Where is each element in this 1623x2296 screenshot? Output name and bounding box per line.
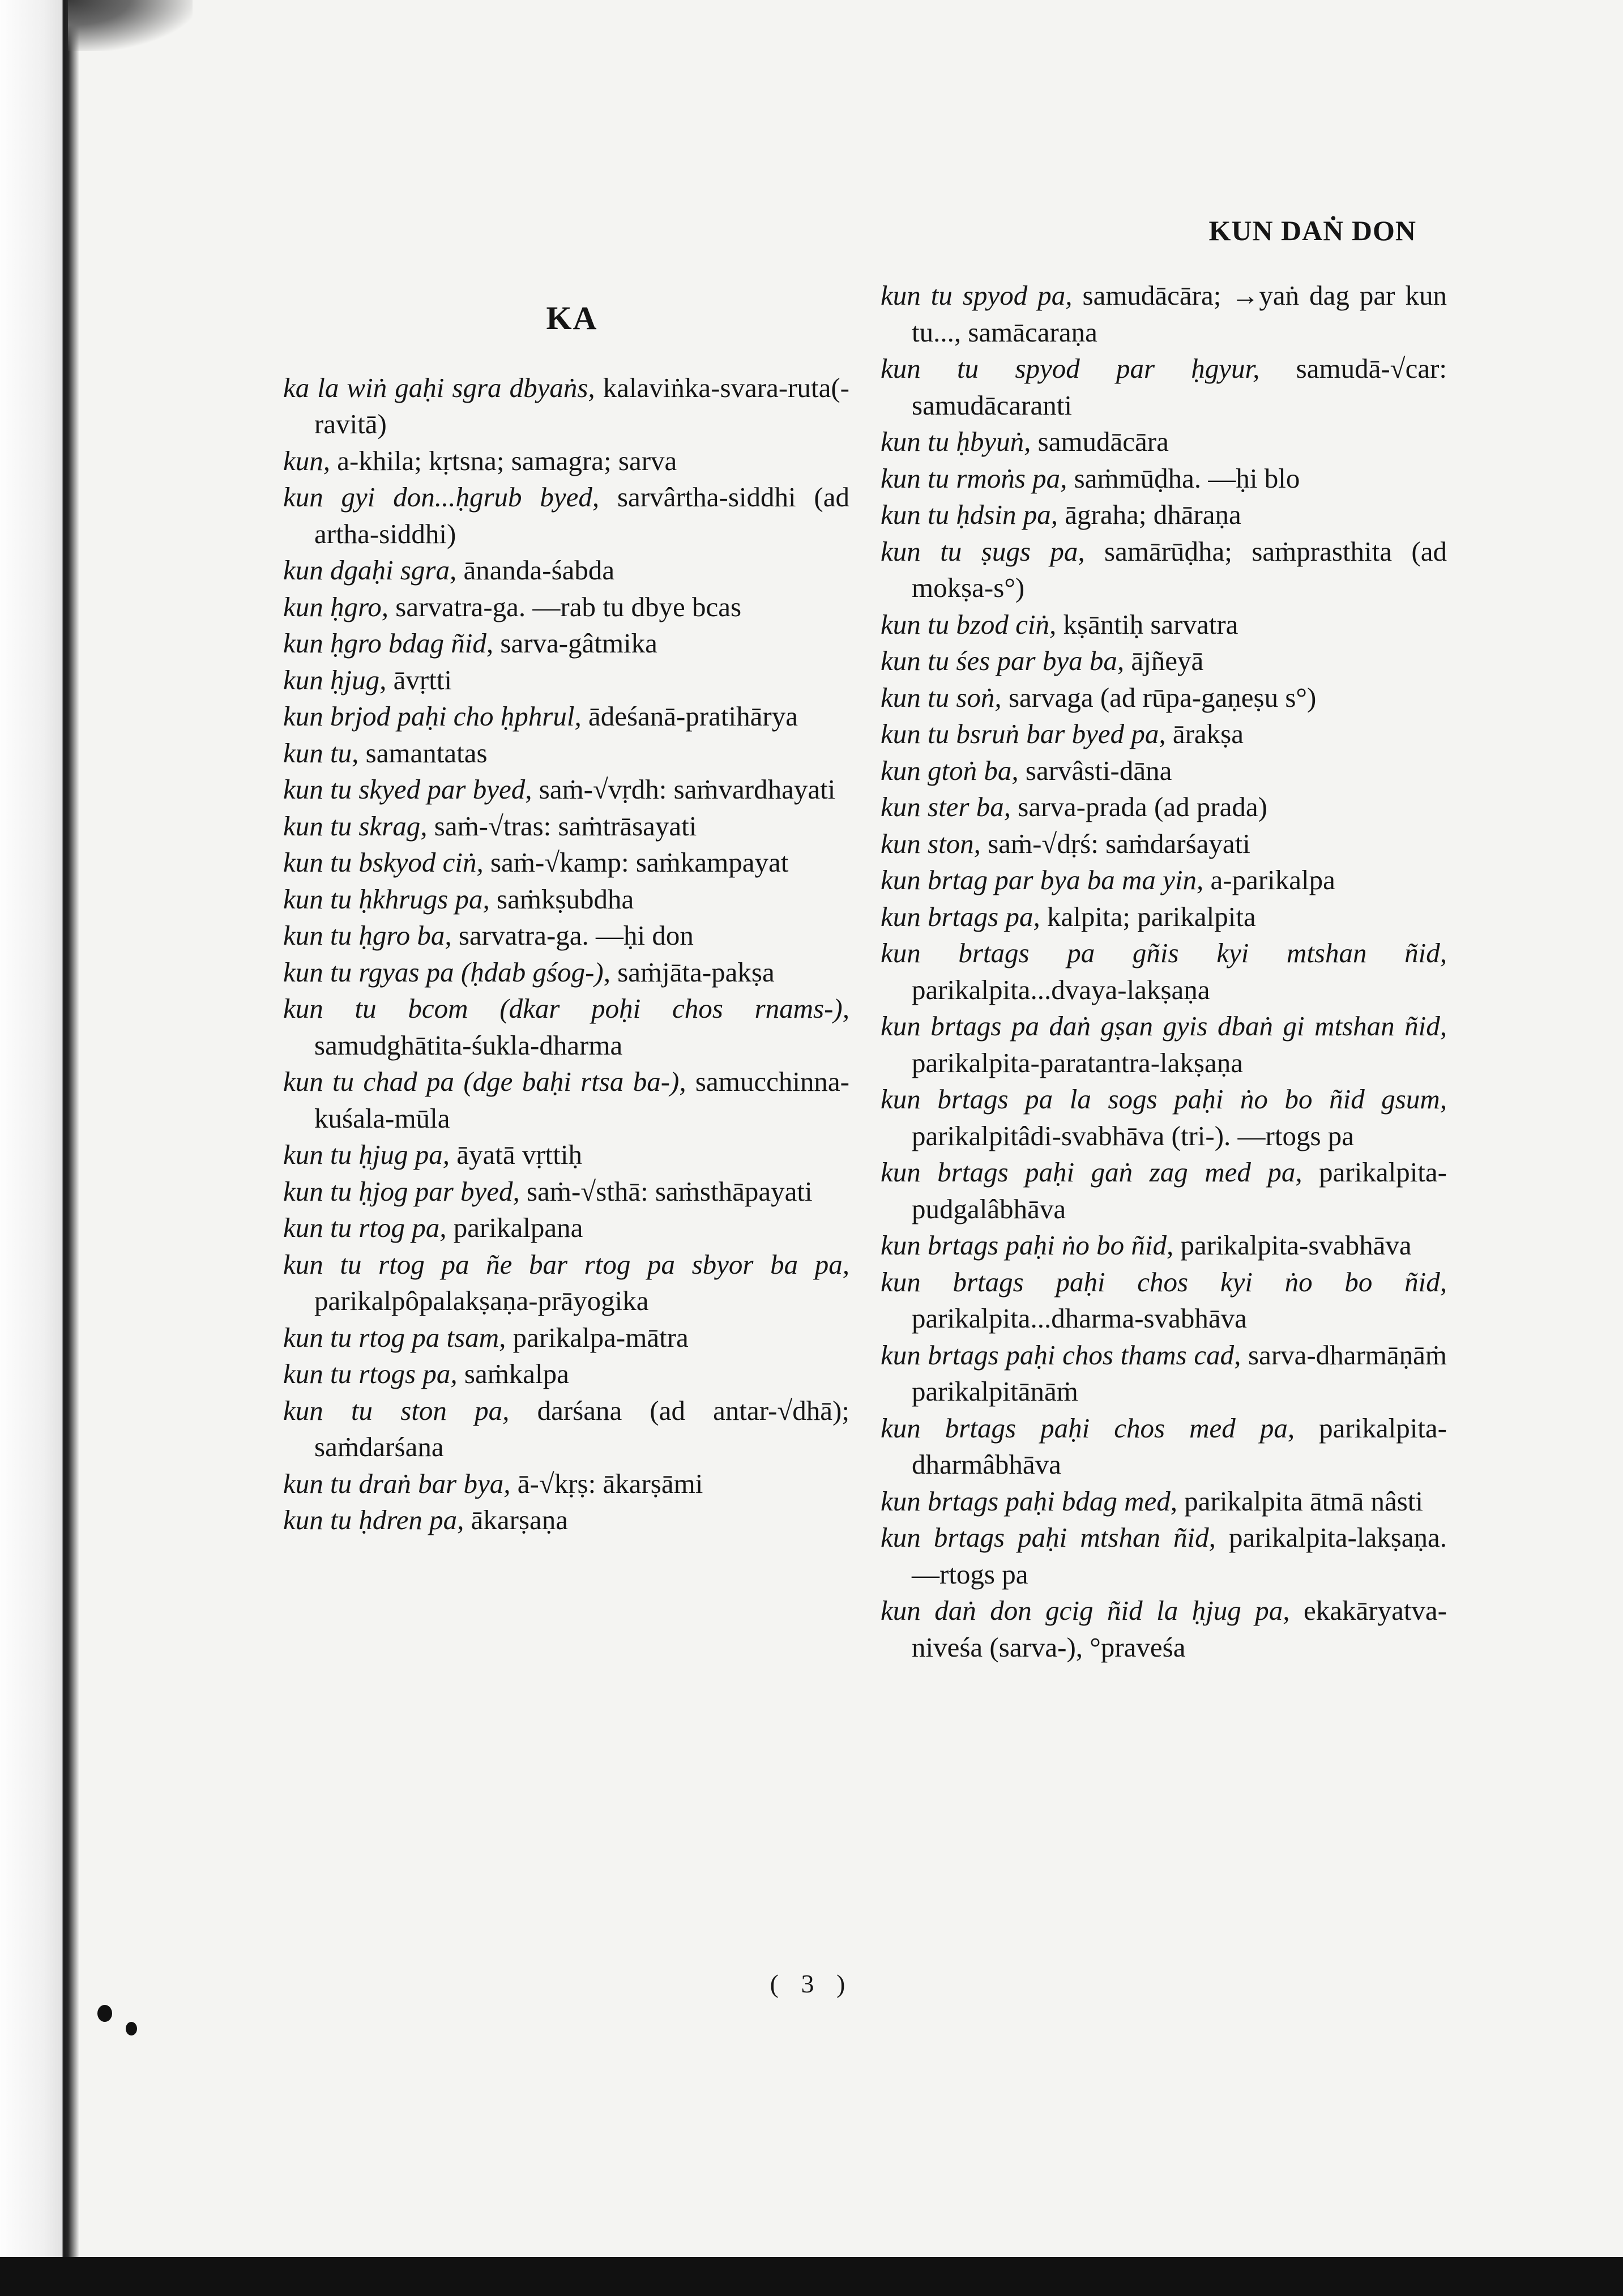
sanskrit-equivalent: ārakṣa (1165, 718, 1244, 749)
tibetan-headword: kun, (283, 445, 330, 476)
sanskrit-equivalent: parikalpôpalakṣaṇa-prāyogika (314, 1285, 649, 1316)
dictionary-entry (881, 607, 1447, 643)
dictionary-entry (881, 1008, 1447, 1081)
tibetan-headword: kun tu rtog pa, (283, 1212, 447, 1243)
dictionary-entry (881, 643, 1447, 680)
scan-bottom-border (0, 2257, 1623, 2296)
dictionary-entry (881, 1264, 1447, 1337)
dictionary-entry (881, 1520, 1447, 1593)
sanskrit-equivalent: parikalpita-dharmâbhāva (912, 1412, 1447, 1480)
dictionary-entry (283, 589, 849, 626)
sanskrit-equivalent: parikalpita-paratantra-lakṣaṇa (912, 1047, 1243, 1078)
dictionary-entry (283, 1502, 849, 1539)
dictionary-entry (283, 1393, 849, 1466)
dictionary-entry (283, 1466, 849, 1503)
dictionary-entry (881, 899, 1447, 936)
dictionary-entry (881, 716, 1447, 753)
tibetan-headword: kun ḥgro, (283, 591, 388, 622)
dictionary-entry (881, 1410, 1447, 1483)
tibetan-headword: kun brtags pa, (881, 901, 1040, 932)
tibetan-headword: kun tu rtog pa tsam, (283, 1321, 506, 1353)
sanskrit-equivalent: saṁjāta-pakṣa (610, 956, 775, 988)
right-column (881, 278, 1447, 1666)
dictionary-entry (283, 1064, 849, 1137)
sanskrit-equivalent: saṁmūḍha. —ḥi blo (1067, 462, 1300, 494)
dictionary-entry (283, 844, 849, 881)
tibetan-headword: kun tu rmoṅs pa, (881, 462, 1067, 494)
punch-hole-mark (126, 2022, 137, 2035)
dictionary-entry (881, 497, 1447, 534)
sanskrit-equivalent: sarvatra-ga. —rab tu dbye bcas (388, 591, 742, 622)
tibetan-headword: kun brtags paḥi chos thams cad, (881, 1339, 1241, 1371)
dictionary-entry (283, 1320, 849, 1356)
dictionary-entry (283, 1210, 849, 1247)
dictionary-entry (881, 460, 1447, 497)
sanskrit-equivalent: parikalpita...dharma-svabhāva (912, 1303, 1247, 1334)
dictionary-entry (881, 789, 1447, 826)
sanskrit-equivalent: samudācāra (1031, 426, 1169, 457)
dictionary-entry (881, 534, 1447, 607)
sanskrit-equivalent: āvṛtti (386, 664, 452, 695)
tibetan-headword: kun tu rgyas pa (ḥdab gśog-), (283, 956, 610, 988)
right-entry-list (881, 278, 1447, 1666)
dictionary-entry (283, 881, 849, 918)
page-number: ( 3 ) (770, 1969, 853, 1998)
tibetan-headword: kun tu ḥdsin pa, (881, 499, 1058, 530)
dictionary-entry (283, 370, 849, 443)
tibetan-headword: kun gyi don...ḥgrub byed, (283, 481, 600, 513)
tibetan-headword: kun brtags pa la sogs paḥi ṅo bo ñid gsum, (881, 1083, 1447, 1115)
sanskrit-equivalent: sarva-prada (ad prada) (1011, 791, 1267, 822)
tibetan-headword: kun tu bskyod ciṅ, (283, 847, 484, 878)
running-header: KUN DAṄ DON (1208, 215, 1416, 246)
sanskrit-equivalent: saṁkalpa (457, 1358, 569, 1389)
sanskrit-equivalent: parikalpita-lakṣaṇa. —rtogs pa (912, 1522, 1447, 1590)
scan-left-border (0, 0, 79, 2296)
tibetan-headword: kun tu bsruṅ bar byed pa, (881, 718, 1166, 749)
tibetan-headword: kun brtag par bya ba ma yin, (881, 864, 1204, 895)
sanskrit-equivalent: āgraha; dhāraṇa (1058, 499, 1241, 530)
dictionary-entry (283, 1247, 849, 1320)
tibetan-headword: kun brtags pa gñis kyi mtshan ñid, (881, 937, 1447, 968)
sanskrit-equivalent: saṁ-√sthā: saṁsthāpayati (519, 1175, 813, 1207)
sanskrit-equivalent: a-khila; kṛtsna; samagra; sarva (330, 445, 677, 476)
tibetan-headword: kun tu skrag, (283, 810, 428, 842)
sanskrit-equivalent: samudā-√car: samudācaranti (912, 353, 1447, 421)
tibetan-headword: kun ston, (881, 827, 981, 859)
tibetan-headword: kun tu soṅ, (881, 681, 1002, 713)
sanskrit-equivalent: āyatā vṛttiḥ (449, 1139, 583, 1170)
tibetan-headword: kun brtags paḥi ṅo bo ñid, (881, 1230, 1174, 1261)
dictionary-entry (283, 1173, 849, 1210)
dictionary-entry (283, 1356, 849, 1393)
sanskrit-equivalent: samudghātita-śukla-dharma (314, 1029, 623, 1061)
dictionary-entry (283, 662, 849, 699)
tibetan-headword: kun tu ṣugs pa, (881, 535, 1085, 567)
sanskrit-equivalent: parikalpita-svabhāva (1173, 1230, 1412, 1261)
dictionary-entry (881, 935, 1447, 1008)
scan-top-shadow (68, 0, 193, 51)
left-column (283, 278, 849, 1539)
sanskrit-equivalent: ākarṣaṇa (464, 1504, 569, 1535)
sanskrit-equivalent: sarvâsti-dāna (1018, 754, 1172, 786)
dictionary-entry (283, 1137, 849, 1173)
tibetan-headword: kun tu śes par bya ba, (881, 645, 1125, 676)
tibetan-headword: kun daṅ don gcig ñid la ḥjug pa, (881, 1595, 1290, 1626)
dictionary-entry (283, 991, 849, 1064)
dictionary-entry (881, 862, 1447, 899)
punch-hole-mark (97, 2005, 112, 2022)
sanskrit-equivalent: samantatas (358, 737, 488, 769)
dictionary-entry (881, 351, 1447, 424)
sanskrit-equivalent: darśana (ad antar-√dhā); saṁdarśana (314, 1394, 849, 1462)
tibetan-headword: kun tu ḥgro ba, (283, 920, 452, 951)
dictionary-entry (283, 808, 849, 845)
dictionary-entry (881, 753, 1447, 789)
tibetan-headword: kun tu ḥkhrugs pa, (283, 883, 490, 915)
dictionary-entry (283, 954, 849, 991)
sanskrit-equivalent: parikalpita...dvaya-lakṣaṇa (912, 974, 1210, 1005)
sanskrit-equivalent: ā-√kṛṣ: ākarṣāmi (510, 1467, 703, 1499)
tibetan-headword: kun tu ḥdren pa, (283, 1504, 464, 1535)
sanskrit-equivalent: samudācāra; →yaṅ dag par kun tu..., samācaraṇa (912, 280, 1447, 348)
sanskrit-equivalent: kṣāntiḥ sarvatra (1056, 608, 1238, 640)
sanskrit-equivalent: saṁ-√dṛś: saṁdarśayati (980, 827, 1250, 859)
section-title: KA (546, 300, 598, 336)
tibetan-headword: ka la wiṅ gaḥi sgra dbyaṅs, (283, 372, 595, 403)
tibetan-headword: kun tu bzod ciṅ, (881, 608, 1057, 640)
tibetan-headword: kun ster ba, (881, 791, 1011, 822)
tibetan-headword: kun brtags paḥi gaṅ zag med pa, (881, 1156, 1302, 1188)
dictionary-entry (881, 680, 1447, 716)
sanskrit-equivalent: ekakāryatva-niveśa (sarva-), °praveśa (912, 1595, 1447, 1663)
tibetan-headword: kun brtags pa daṅ gṣan gyis dbaṅ gi mtshan ñid, (881, 1010, 1447, 1042)
sanskrit-equivalent: ānanda-śabda (456, 554, 615, 586)
tibetan-headword: kun tu ston pa, (283, 1394, 510, 1426)
dictionary-entry (881, 424, 1447, 460)
tibetan-headword: kun tu ḥjug pa, (283, 1139, 450, 1170)
tibetan-headword: kun tu, (283, 737, 359, 769)
tibetan-headword: kun brtags paḥi chos kyi ṅo bo ñid, (881, 1266, 1447, 1298)
sanskrit-equivalent: kalaviṅka-svara-ruta(-ravitā) (314, 372, 849, 439)
left-entry-list (283, 370, 849, 1539)
tibetan-headword: kun tu rtog pa ñe bar rtog pa sbyor ba pa, (283, 1248, 849, 1280)
dictionary-entry (881, 826, 1447, 863)
dictionary-entry (881, 1081, 1447, 1154)
sanskrit-equivalent: kalpita; parikalpita (1040, 901, 1256, 932)
sanskrit-equivalent: parikalpita ātmā nâsti (1177, 1485, 1424, 1517)
sanskrit-equivalent: samārūḍha; saṁprasthita (ad mokṣa-s°) (912, 535, 1447, 603)
sanskrit-equivalent: parikalpa-mātra (506, 1321, 689, 1353)
dictionary-entry (283, 443, 849, 480)
dictionary-entry (881, 278, 1447, 351)
sanskrit-equivalent: saṁ-√tras: saṁtrāsayati (427, 810, 697, 842)
sanskrit-equivalent: sarvaga (ad rūpa-gaṇeṣu s°) (1001, 681, 1317, 713)
tibetan-headword: kun brtags paḥi bdag med, (881, 1485, 1177, 1517)
tibetan-headword: kun tu draṅ bar bya, (283, 1467, 511, 1499)
dictionary-entry (881, 1593, 1447, 1666)
sanskrit-equivalent: sarvatra-ga. —ḥi don (451, 920, 694, 951)
sanskrit-equivalent: parikalpitâdi-svabhāva (tri-). —rtogs pa (912, 1120, 1355, 1151)
dictionary-entry (881, 1154, 1447, 1227)
tibetan-headword: kun tu spyod pa, (881, 280, 1073, 311)
sanskrit-equivalent: samucchinna-kuśala-mūla (314, 1066, 849, 1134)
sanskrit-equivalent: sarva-gâtmika (493, 628, 657, 659)
dictionary-entry (283, 479, 849, 552)
tibetan-headword: kun brjod paḥi cho ḥphrul, (283, 701, 582, 732)
tibetan-headword: kun tu ḥjog par byed, (283, 1175, 520, 1207)
dictionary-entry (881, 1227, 1447, 1264)
tibetan-headword: kun brtags paḥi chos med pa, (881, 1412, 1295, 1444)
tibetan-headword: kun tu bcom (dkar poḥi chos rnams-), (283, 993, 849, 1024)
sanskrit-equivalent: parikalpana (446, 1212, 583, 1243)
sanskrit-equivalent: sarva-dharmāṇāṁ parikalpitānāṁ (912, 1339, 1447, 1407)
dictionary-entry (283, 771, 849, 808)
tibetan-headword: kun gtoṅ ba, (881, 754, 1019, 786)
tibetan-headword: kun tu skyed par byed, (283, 774, 532, 805)
tibetan-headword: kun brtags paḥi mtshan ñid, (881, 1522, 1216, 1553)
dictionary-entry (283, 698, 849, 735)
sanskrit-equivalent: a-parikalpa (1203, 864, 1335, 895)
tibetan-headword: kun dgaḥi sgra, (283, 554, 457, 586)
sanskrit-equivalent: sarvârtha-siddhi (ad artha-siddhi) (314, 481, 849, 549)
tibetan-headword: kun tu spyod par ḥgyur, (881, 353, 1260, 384)
dictionary-entry (881, 1483, 1447, 1520)
tibetan-headword: kun tu ḥbyuṅ, (881, 426, 1031, 457)
sanskrit-equivalent: saṁ-√vṛdh: saṁvardhayati (532, 774, 836, 805)
sanskrit-equivalent: ādeśanā-pratihārya (581, 701, 798, 732)
sanskrit-equivalent: ājñeyā (1124, 645, 1204, 676)
sanskrit-equivalent: parikalpita-pudgalâbhāva (912, 1156, 1447, 1224)
tibetan-headword: kun ḥgro bdag ñid, (283, 628, 494, 659)
dictionary-entry (283, 735, 849, 772)
dictionary-entry (881, 1337, 1447, 1410)
dictionary-entry (283, 625, 849, 662)
dictionary-entry (283, 917, 849, 954)
sanskrit-equivalent: saṁ-√kamp: saṁkampayat (483, 847, 789, 878)
tibetan-headword: kun tu chad pa (dge baḥi rtsa ba-), (283, 1066, 686, 1097)
dictionary-entry (283, 552, 849, 589)
tibetan-headword: kun ḥjug, (283, 664, 387, 695)
tibetan-headword: kun tu rtogs pa, (283, 1358, 458, 1389)
sanskrit-equivalent: saṁkṣubdha (489, 883, 634, 915)
